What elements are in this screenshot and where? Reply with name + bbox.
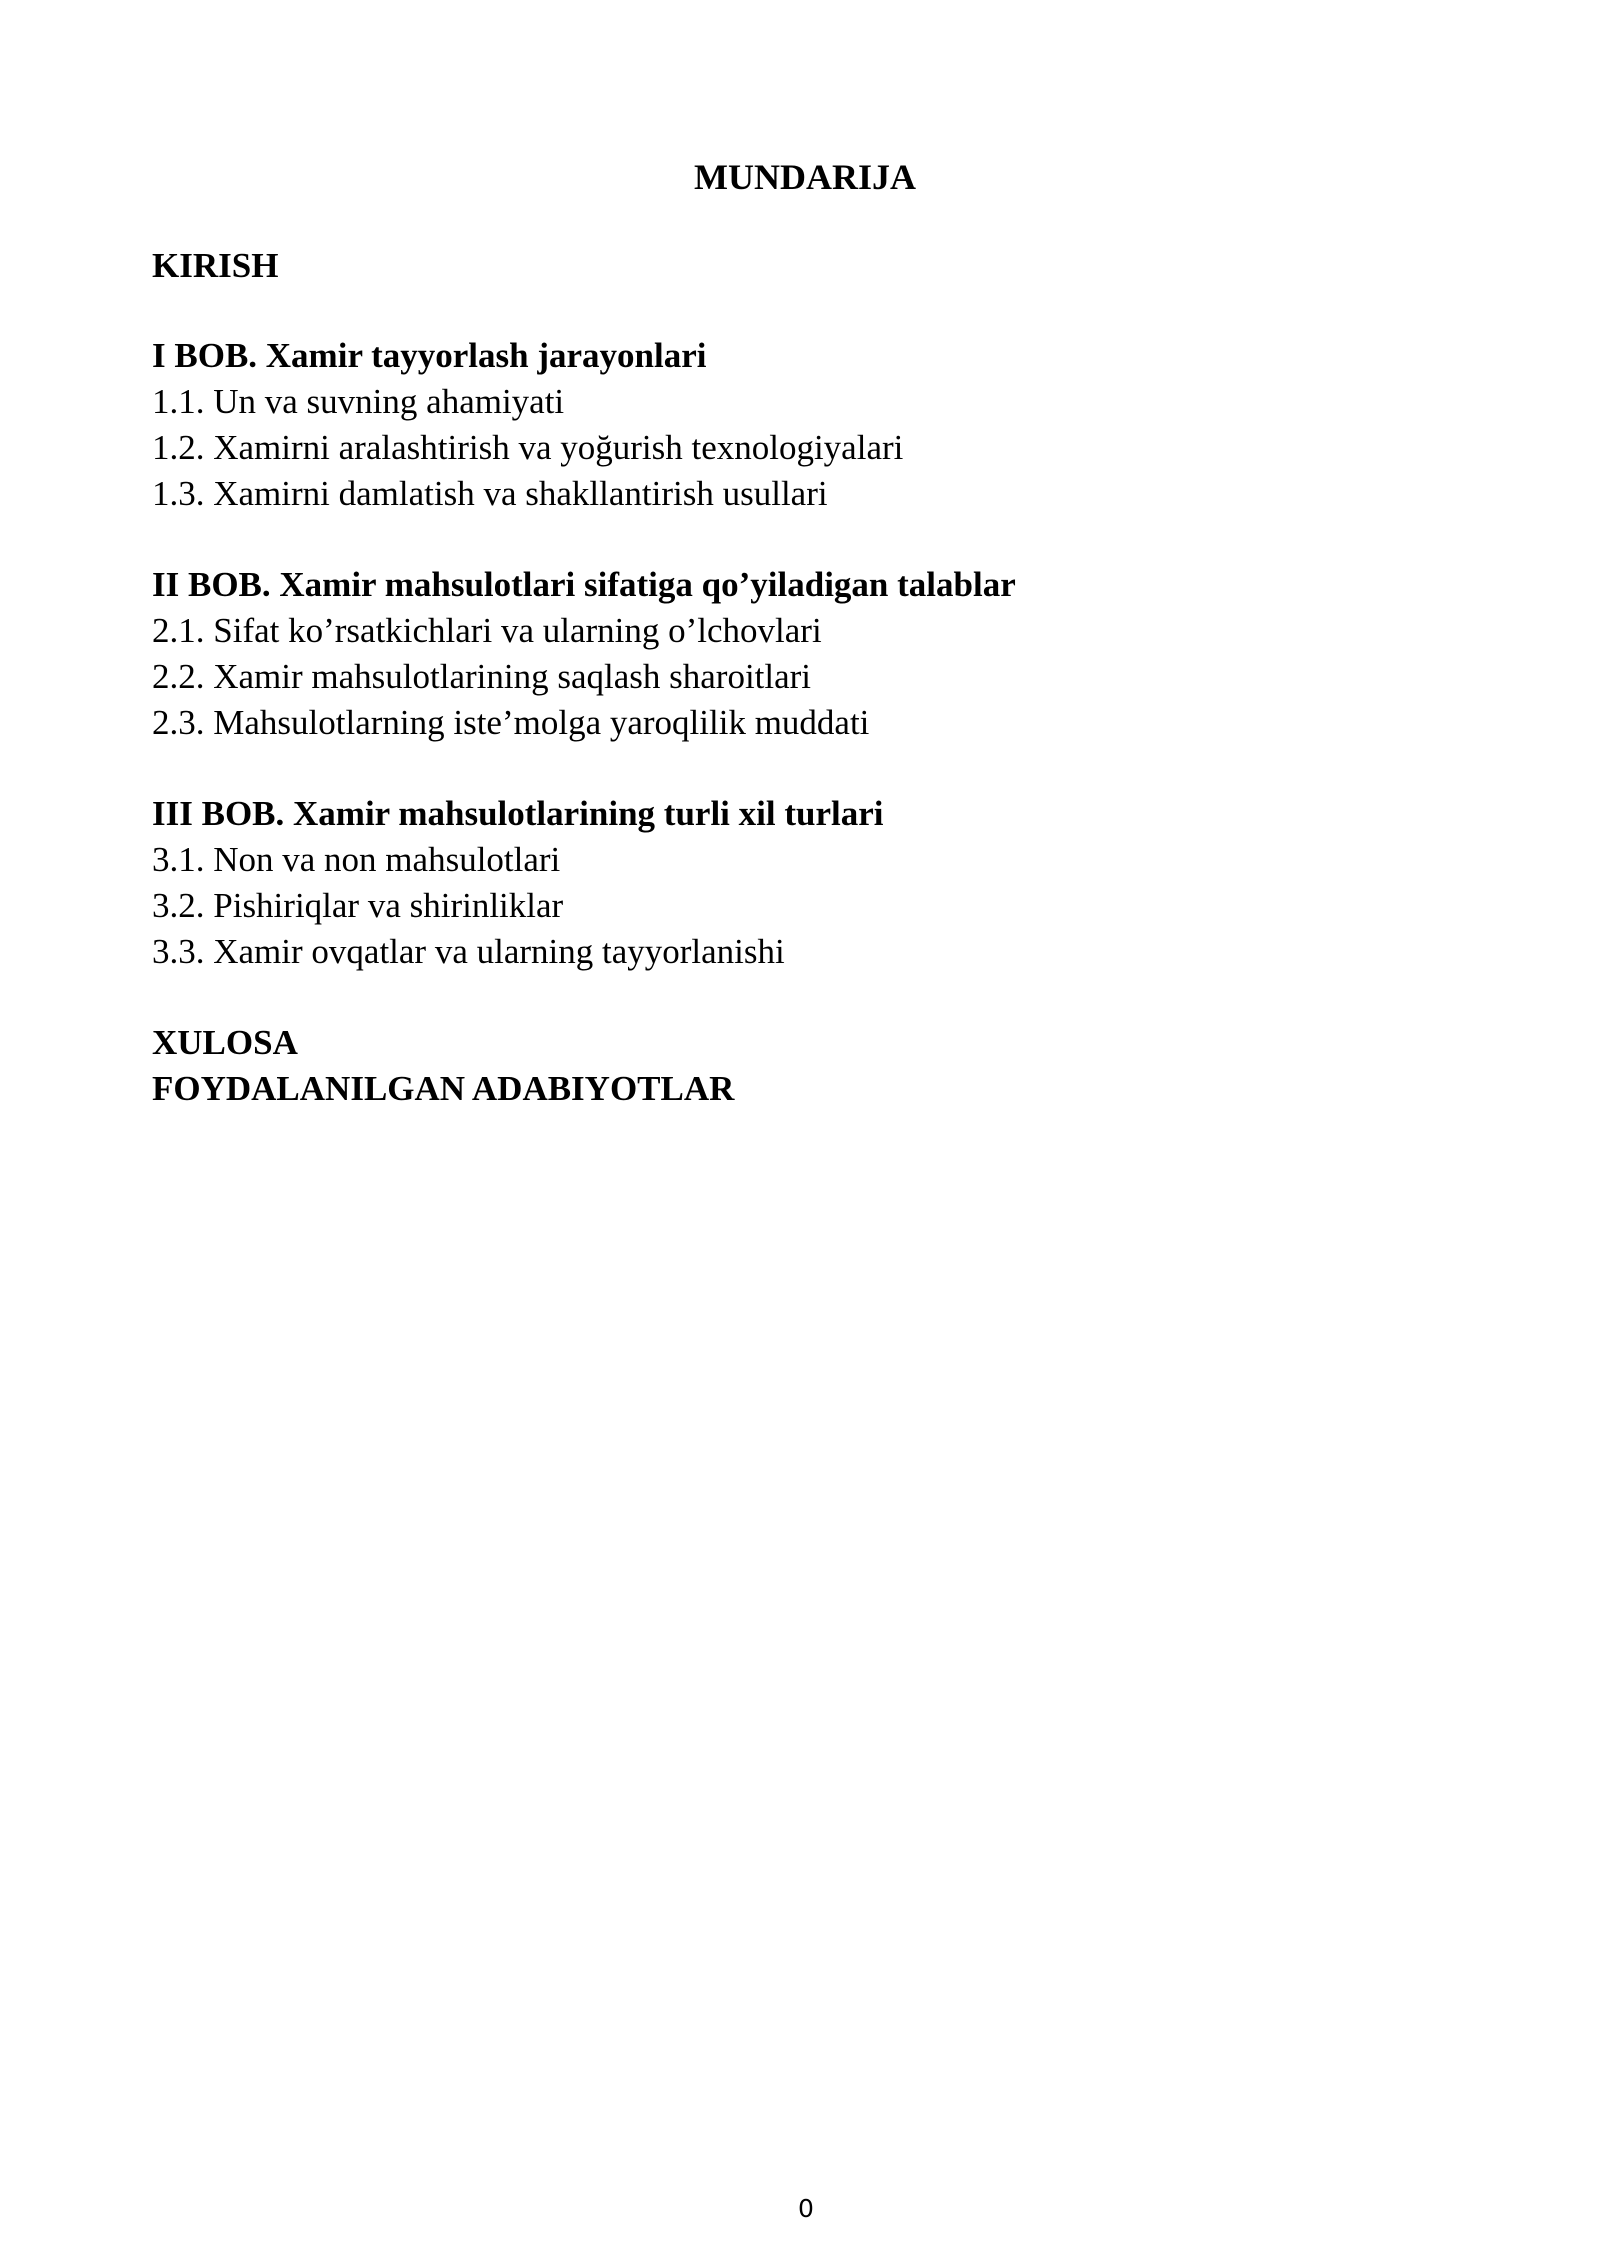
chapter-heading: II BOB. Xamir mahsulotlari sifatiga qo’yiladigan talablar — [152, 565, 1016, 604]
chapter-heading: III BOB. Xamir mahsulotlarining turli xil turlari — [152, 794, 884, 833]
toc-item: 1.3. Xamirni damlatish va shakllantirish usullari — [152, 474, 828, 513]
toc-item: 2.2. Xamir mahsulotlarining saqlash sharoitlari — [152, 657, 812, 696]
spacer — [152, 746, 1452, 791]
table-of-contents — [152, 243, 1452, 1112]
spacer — [152, 975, 1452, 1020]
spacer — [152, 289, 1452, 333]
toc-conclusion: XULOSA — [152, 1023, 298, 1062]
toc-intro: KIRISH — [152, 246, 279, 285]
spacer — [152, 517, 1452, 562]
toc-chapter-3 — [152, 791, 1452, 975]
page-number: 0 — [798, 2194, 814, 2223]
toc-chapter-2 — [152, 562, 1452, 746]
toc-item: 3.1. Non va non mahsulotlari — [152, 840, 561, 879]
toc-item: 1.2. Xamirni aralashtirish va yoğurish texnologiyalari — [152, 428, 904, 467]
toc-item: 2.1. Sifat ko’rsatkichlari va ularning o’lchovlari — [152, 611, 822, 650]
page-title: MUNDARIJA — [694, 157, 916, 197]
chapter-heading: I BOB. Xamir tayyorlash jarayonlari — [152, 336, 707, 375]
toc-item: 3.3. Xamir ovqatlar va ularning tayyorlanishi — [152, 932, 785, 971]
toc-item: 1.1. Un va suvning ahamiyati — [152, 382, 565, 421]
toc-item: 3.2. Pishiriqlar va shirinliklar — [152, 886, 564, 925]
toc-item: 2.3. Mahsulotlarning iste’molga yaroqlilik muddati — [152, 703, 870, 742]
toc-references: FOYDALANILGAN ADABIYOTLAR — [152, 1069, 735, 1108]
toc-chapter-1 — [152, 333, 1452, 517]
